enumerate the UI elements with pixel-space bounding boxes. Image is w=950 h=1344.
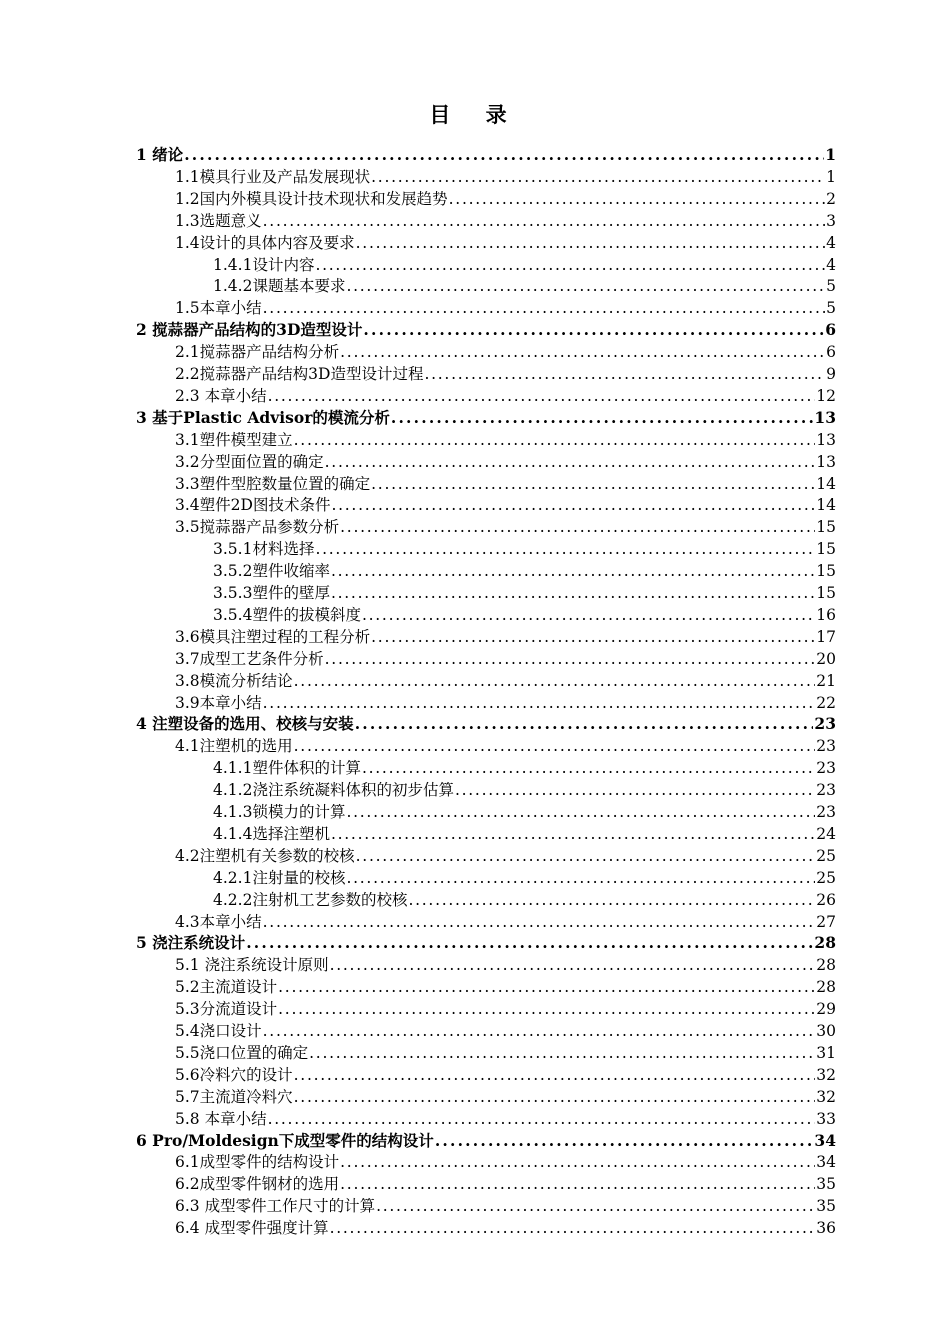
toc-dot-leader [268, 386, 816, 406]
toc-entry-label: 4 注塑设备的选用、校核与安装 [136, 714, 354, 734]
toc-entry-page-number: 1 [826, 167, 836, 186]
toc-dot-leader [315, 255, 825, 275]
toc-dot-leader [356, 233, 825, 253]
toc-entry-label: 5.1 浇注系统设计原则 [175, 956, 329, 975]
toc-dot-leader [346, 868, 815, 888]
toc-entry-label: 3 基于Plastic Advisor的模流分析 [136, 407, 390, 427]
toc-entry-label: 4.2.2注射机工艺参数的校核 [213, 890, 408, 909]
toc-entry-label: 3.4塑件2D图技术条件 [175, 496, 331, 515]
toc-entry-page-number: 32 [816, 1087, 836, 1106]
toc-entry[interactable] [213, 603, 836, 625]
toc-entry[interactable] [175, 625, 836, 647]
toc-entry-label: 3.5搅蒜器产品参数分析 [175, 518, 340, 537]
toc-entry[interactable] [175, 428, 836, 450]
toc-entry[interactable] [175, 1019, 836, 1041]
toc-entry-page-number: 35 [816, 1197, 836, 1216]
toc-entry[interactable] [175, 691, 836, 713]
toc-entry-page-number: 36 [816, 1219, 836, 1238]
toc-entry[interactable] [175, 384, 836, 406]
toc-entry[interactable] [213, 866, 836, 888]
toc-dot-leader [294, 671, 816, 691]
toc-entry-label: 1.4.1设计内容 [213, 255, 315, 274]
toc-entry-label: 4.1.3锁模力的计算 [213, 803, 346, 821]
toc-entry-page-number: 22 [816, 693, 836, 712]
toc-entry-label: 5 浇注系统设计 [136, 933, 246, 953]
toc-entry-label: 1.4设计的具体内容及要求 [175, 233, 355, 252]
toc-entry-page-number: 9 [826, 365, 836, 383]
toc-entry-page-number: 5 [826, 299, 836, 318]
toc-entry-label: 2.3 本章小结 [175, 386, 267, 405]
toc-dot-leader [455, 780, 815, 800]
toc-dot-leader [325, 649, 816, 669]
toc-entry[interactable] [175, 844, 836, 866]
toc-entry[interactable] [136, 931, 836, 953]
toc-entry-page-number: 27 [816, 912, 836, 931]
toc-entry-label: 1.2国内外模具设计技术现状和发展趋势 [175, 189, 448, 208]
toc-dot-leader [355, 714, 814, 734]
toc-dot-leader [371, 627, 815, 647]
toc-entry-label: 5.7主流道冷料穴 [175, 1087, 293, 1106]
toc-dot-leader [278, 977, 815, 997]
toc-entry-page-number: 21 [816, 671, 836, 690]
toc-entry[interactable] [136, 318, 836, 340]
toc-dot-leader [263, 298, 825, 318]
toc-dot-leader [315, 539, 815, 559]
toc-entry-label: 5.5浇口位置的确定 [175, 1043, 309, 1062]
toc-entry-page-number: 15 [816, 562, 836, 581]
toc-dot-leader [424, 364, 825, 384]
toc-entry-label: 1.5本章小结 [175, 299, 262, 318]
toc-entry-label: 6 Pro/Moldesign下成型零件的结构设计 [136, 1130, 434, 1150]
toc-entry[interactable] [175, 1172, 836, 1194]
toc-dot-leader [346, 802, 815, 822]
toc-entry[interactable] [136, 712, 836, 734]
toc-dot-leader [449, 189, 825, 209]
toc-entry-page-number: 4 [826, 233, 836, 252]
toc-entry-label: 2.1搅蒜器产品结构分析 [175, 343, 340, 362]
toc-dot-leader [371, 167, 825, 187]
toc-entry[interactable] [175, 231, 836, 253]
toc-entry[interactable] [213, 888, 836, 910]
toc-entry-page-number: 6 [825, 320, 836, 340]
toc-entry-page-number: 14 [816, 496, 836, 515]
toc-entry-page-number: 23 [816, 759, 836, 778]
toc-dot-leader [330, 1218, 816, 1238]
toc-entry[interactable] [175, 362, 836, 384]
toc-entry[interactable] [213, 581, 836, 603]
toc-entry-label: 3.9本章小结 [175, 693, 262, 712]
toc-entry-page-number: 34 [816, 1153, 836, 1172]
toc-dot-leader [184, 145, 824, 165]
toc-dot-leader [346, 276, 825, 296]
toc-dot-leader [363, 320, 824, 340]
toc-entry[interactable] [175, 1216, 836, 1238]
toc-entry-page-number: 16 [816, 605, 836, 624]
toc-dot-leader [294, 1087, 816, 1107]
toc-entry-label: 3.6模具注塑过程的工程分析 [175, 627, 371, 646]
toc-entry-page-number: 25 [816, 846, 836, 865]
toc-entry-page-number: 24 [816, 824, 836, 843]
toc-entry-page-number: 28 [816, 956, 836, 975]
toc-entry-label: 3.5.3塑件的壁厚 [213, 584, 330, 602]
toc-entry[interactable] [175, 647, 836, 669]
toc-entry[interactable] [175, 975, 836, 997]
toc-entry-label: 4.2.1注射量的校核 [213, 868, 346, 887]
toc-entry-label: 3.2分型面位置的确定 [175, 452, 324, 471]
toc-entry[interactable] [213, 253, 836, 275]
toc-entry[interactable] [175, 1194, 836, 1216]
toc-dot-leader [263, 693, 816, 713]
toc-entry-label: 5.6冷料穴的设计 [175, 1065, 293, 1084]
toc-entry-page-number: 6 [826, 343, 836, 362]
toc-entry[interactable] [213, 559, 836, 581]
toc-entry-page-number: 23 [814, 714, 836, 734]
toc-entry-page-number: 30 [816, 1022, 836, 1040]
toc-entry-page-number: 12 [816, 386, 836, 405]
toc-dot-leader [294, 430, 816, 450]
toc-dot-leader [330, 955, 816, 975]
toc-dot-leader [376, 1196, 815, 1216]
toc-entry-page-number: 17 [816, 627, 836, 646]
toc-entry-page-number: 28 [814, 933, 836, 953]
toc-dot-leader [362, 758, 815, 778]
toc-title: 目 录 [429, 102, 521, 127]
toc-dot-leader [294, 1065, 816, 1085]
toc-dot-leader [309, 1043, 815, 1063]
toc-entry-label: 4.1.2浇注系统凝料体积的初步估算 [213, 781, 454, 800]
toc-entry[interactable] [213, 800, 836, 822]
toc-entry[interactable] [175, 910, 836, 932]
toc-dot-leader [263, 211, 825, 231]
toc-entry-page-number: 25 [816, 868, 836, 887]
toc-entry-page-number: 15 [816, 584, 836, 602]
toc-entry[interactable] [136, 406, 836, 428]
toc-entry-page-number: 14 [816, 474, 836, 493]
toc-entry-page-number: 13 [816, 430, 836, 449]
toc-entry-label: 4.2注塑机有关参数的校核 [175, 846, 355, 865]
toc-entry-page-number: 35 [816, 1175, 836, 1194]
toc-entry-page-number: 1 [825, 145, 836, 164]
toc-entry-page-number: 15 [816, 540, 836, 559]
toc-entry-label: 4.1.1塑件体积的计算 [213, 759, 361, 778]
toc-entry[interactable] [175, 450, 836, 472]
toc-entry-page-number: 34 [814, 1130, 836, 1150]
toc-entry-label: 3.5.1材料选择 [213, 540, 315, 559]
toc-entry[interactable] [175, 209, 836, 231]
toc-entry[interactable] [175, 493, 836, 515]
toc-entry-page-number: 13 [814, 407, 836, 427]
toc-entry-label: 4.1注塑机的选用 [175, 737, 293, 756]
toc-entry-page-number: 13 [816, 452, 836, 471]
toc-entry-label: 1.4.2课题基本要求 [213, 277, 346, 296]
toc-entry-page-number: 26 [816, 890, 836, 909]
toc-entry-label: 6.4 成型零件强度计算 [175, 1219, 329, 1238]
toc-entry[interactable] [175, 1063, 836, 1085]
toc-entry-page-number: 23 [816, 781, 836, 800]
toc-entry[interactable] [175, 340, 836, 362]
toc-dot-leader [278, 999, 815, 1019]
toc-dot-leader [263, 1021, 816, 1041]
toc-entry[interactable] [175, 953, 836, 975]
toc-entry-page-number: 15 [816, 518, 836, 537]
toc-dot-leader [340, 1152, 815, 1172]
toc-entry-label: 1.1模具行业及产品发展现状 [175, 167, 371, 186]
toc-entry-label: 3.7成型工艺条件分析 [175, 649, 324, 668]
toc-dot-leader [268, 1109, 816, 1129]
toc-entry[interactable] [175, 165, 836, 187]
toc-entry-page-number: 29 [816, 1000, 836, 1019]
toc-entry-label: 3.5.2塑件收缩率 [213, 562, 330, 581]
toc-entry-page-number: 28 [816, 978, 836, 997]
toc-entry[interactable] [213, 778, 836, 800]
toc-entry[interactable] [175, 515, 836, 537]
toc-dot-leader [408, 890, 815, 910]
toc-dot-leader [294, 736, 816, 756]
toc-entry[interactable] [175, 1107, 836, 1129]
toc-entry[interactable] [175, 1085, 836, 1107]
toc-dot-leader [263, 912, 816, 932]
toc-dot-leader [391, 408, 814, 428]
toc-entry-label: 3.8模流分析结论 [175, 671, 293, 690]
toc-entry[interactable] [213, 274, 836, 296]
toc-entry[interactable] [213, 756, 836, 778]
toc-entry-label: 3.1塑件模型建立 [175, 430, 293, 449]
toc-entry[interactable] [175, 296, 836, 318]
toc-entry-label: 4.1.4选择注塑机 [213, 824, 330, 843]
toc-entry-label: 5.8 本章小结 [175, 1109, 267, 1128]
toc-entry[interactable] [175, 734, 836, 756]
toc-dot-leader [331, 824, 815, 844]
toc-entry-label: 5.2主流道设计 [175, 978, 278, 997]
toc-dot-leader [435, 1131, 814, 1151]
toc-entry-page-number: 5 [826, 277, 836, 296]
toc-entry[interactable] [175, 187, 836, 209]
toc-entry-page-number: 2 [826, 189, 836, 208]
toc-dot-leader [340, 1174, 815, 1194]
toc-entry-page-number: 23 [816, 803, 836, 821]
toc-entry-label: 5.4浇口设计 [175, 1022, 262, 1040]
toc-entry-label: 2 搅蒜器产品结构的3D造型设计 [136, 320, 363, 340]
toc-dot-leader [356, 846, 816, 866]
toc-entry-page-number: 3 [826, 211, 836, 230]
toc-entry[interactable] [136, 1129, 836, 1151]
toc-entry-label: 6.2成型零件钢材的选用 [175, 1175, 340, 1194]
toc-entry-page-number: 32 [816, 1065, 836, 1084]
toc-entry-page-number: 31 [816, 1043, 836, 1062]
toc-entry-label: 4.3本章小结 [175, 912, 262, 931]
toc-dot-leader [325, 452, 816, 472]
toc-entry-label: 1 绪论 [136, 145, 184, 164]
toc-dot-leader [331, 561, 815, 581]
toc-entry[interactable] [175, 669, 836, 691]
toc-dot-leader [331, 583, 815, 603]
toc-entry-label: 6.3 成型零件工作尺寸的计算 [175, 1197, 376, 1216]
toc-entry[interactable] [175, 1150, 836, 1172]
toc-entry[interactable] [175, 472, 836, 494]
toc-dot-leader [362, 605, 815, 625]
toc-entry-label: 1.3选题意义 [175, 211, 262, 230]
toc-entry[interactable] [175, 997, 836, 1019]
toc-dot-leader [246, 933, 813, 953]
toc-entry[interactable] [213, 537, 836, 559]
toc-entry-label: 6.1成型零件的结构设计 [175, 1153, 340, 1172]
toc-dot-leader [371, 474, 815, 494]
toc-entry-page-number: 4 [826, 255, 836, 274]
toc-entry-page-number: 23 [816, 737, 836, 756]
toc-entry-label: 3.5.4塑件的拔模斜度 [213, 605, 361, 624]
toc-entry[interactable] [175, 1041, 836, 1063]
toc-entry[interactable] [136, 143, 836, 165]
toc-entry-label: 5.3分流道设计 [175, 1000, 278, 1019]
toc-entry-label: 3.3塑件型腔数量位置的确定 [175, 474, 371, 493]
toc-dot-leader [340, 517, 815, 537]
toc-entry-page-number: 20 [816, 649, 836, 668]
toc-dot-leader [340, 342, 825, 362]
toc-entry-page-number: 33 [816, 1109, 836, 1128]
toc-entry[interactable] [213, 822, 836, 844]
toc-dot-leader [331, 495, 815, 515]
toc-entry-label: 2.2搅蒜器产品结构3D造型设计过程 [175, 365, 424, 383]
